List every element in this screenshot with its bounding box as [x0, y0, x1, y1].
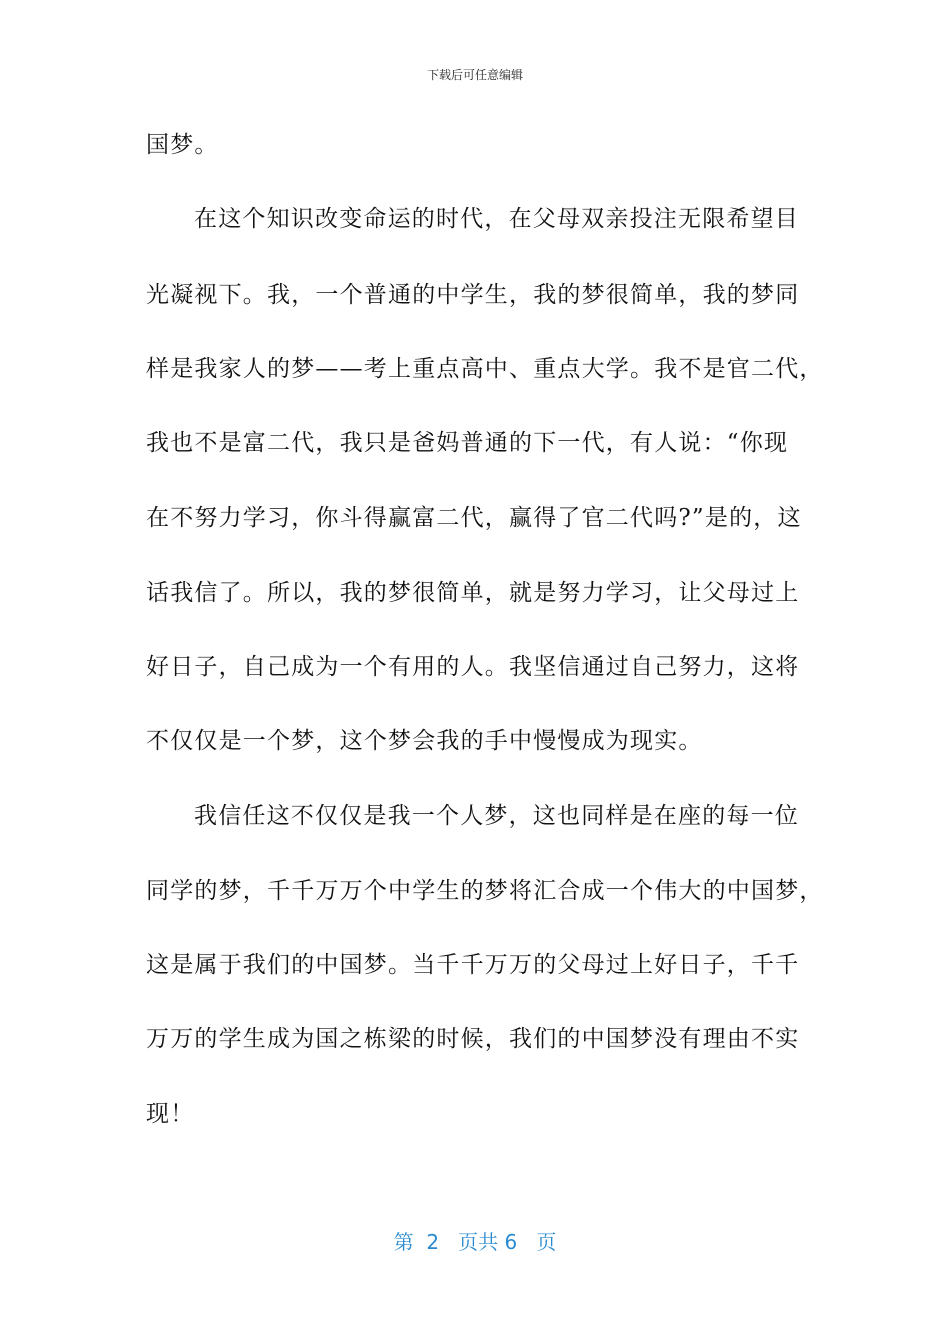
text-line: 在这个知识改变命运的时代，在父母双亲投注无限希望目: [194, 206, 799, 232]
page-number-footer: 第 2 页共 6 页: [393, 1230, 557, 1254]
text-line: 国梦。: [146, 132, 219, 158]
text-line: 好日子，自己成为一个有用的人。我坚信通过自己努力，这将: [146, 654, 800, 680]
text-line: 话我信了。所以，我的梦很简单，就是努力学习，让父母过上: [146, 580, 800, 606]
text-line: 光凝视下。我，一个普通的中学生，我的梦很简单，我的梦同: [146, 282, 800, 308]
text-line: 在不努力学习，你斗得赢富二代，赢得了官二代吗?”是的，这: [146, 505, 802, 531]
text-line: 同学的梦，千千万万个中学生的梦将汇合成一个伟大的中国梦，: [146, 878, 824, 904]
text-line: 万万的学生成为国之栋梁的时候，我们的中国梦没有理由不实: [146, 1026, 800, 1052]
text-line: 现！: [146, 1101, 195, 1127]
text-line: 不仅仅是一个梦，这个梦会我的手中慢慢成为现实。: [146, 728, 703, 754]
header-note: 下载后可任意编辑: [426, 68, 523, 82]
text-line: 样是我家人的梦——考上重点高中、重点大学。我不是官二代，: [146, 356, 824, 382]
text-line: 这是属于我们的中国梦。当千千万万的父母过上好日子，千千: [146, 952, 800, 978]
text-line: 我信任这不仅仅是我一个人梦，这也同样是在座的每一位: [194, 803, 799, 829]
text-line: 我也不是富二代，我只是爸妈普通的下一代，有人说：“你现: [146, 430, 789, 456]
